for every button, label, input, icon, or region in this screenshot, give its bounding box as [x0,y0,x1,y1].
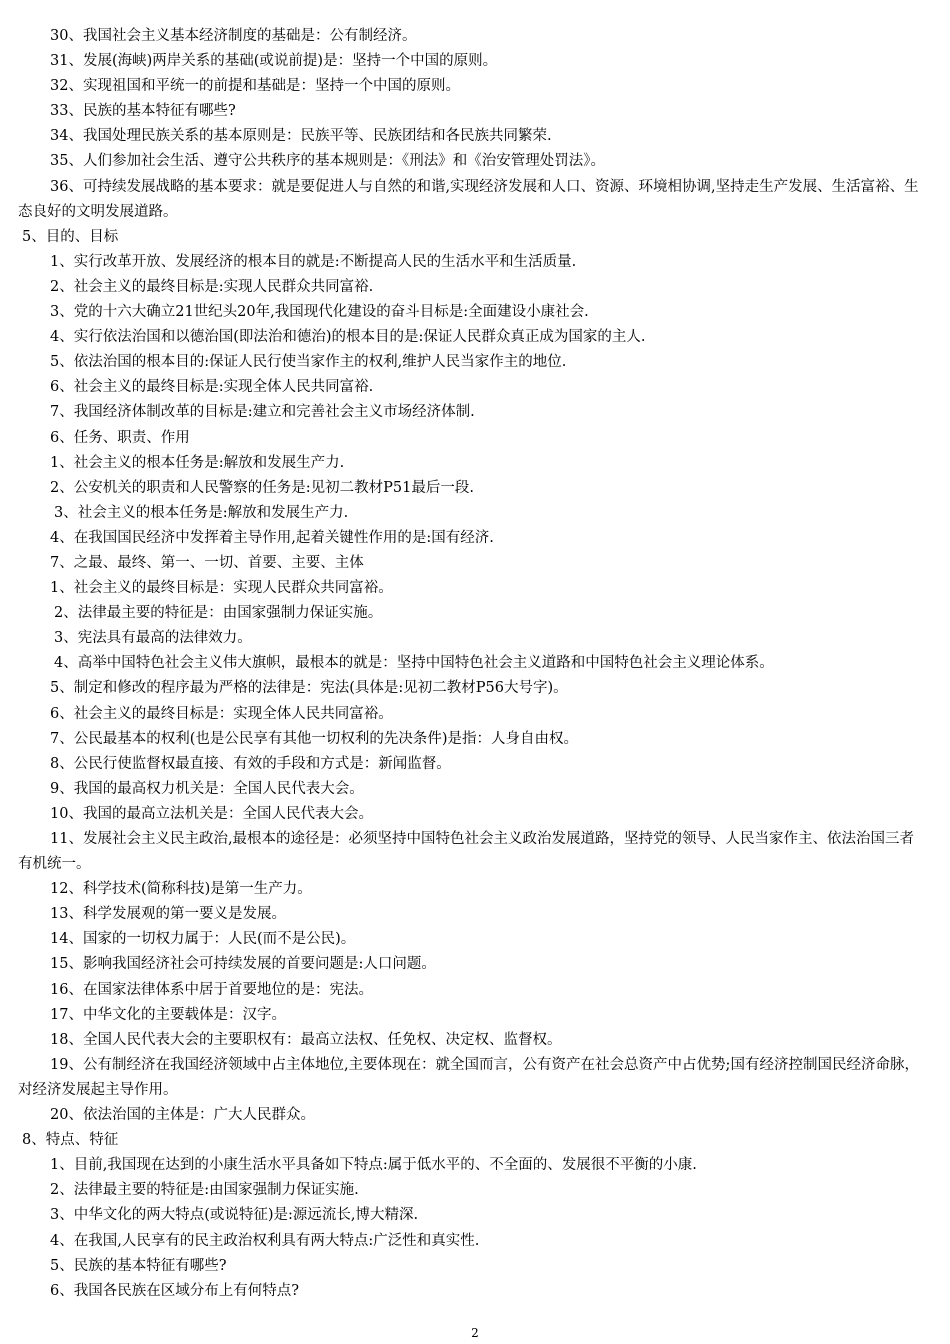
text-line: 1、社会主义的最终目标是：实现人民群众共同富裕。 [50,580,393,597]
text-line: 34、我国处理民族关系的基本原则是：民族平等、民族团结和各民族共同繁荣. [50,128,552,145]
text-line: 3、社会主义的根本任务是:解放和发展生产力. [54,504,349,521]
text-line: 35、人们参加社会生活、遵守公共秩序的基本规则是：《刑法》和《治安管理处罚法》。 [50,153,605,170]
text-line: 4、在我国国民经济中发挥着主导作用,起着关键性作用的是:国有经济. [50,529,494,546]
text-line: 31、发展(海峡)两岸关系的基础(或说前提)是：坚持一个中国的原则。 [50,53,498,70]
text-line: 20、依法治国的主体是：广大人民群众。 [50,1107,315,1124]
text-line: 14、国家的一切权力属于：人民(而不是公民)。 [50,931,356,948]
text-line: 7、公民最基本的权利(也是公民享有其他一切权利的先决条件)是指：人身自由权。 [50,730,579,747]
text-line: 1、社会主义的根本任务是:解放和发展生产力. [50,454,345,471]
text-line: 32、实现祖国和平统一的前提和基础是：坚持一个中国的原则。 [50,78,460,95]
text-line: 18、全国人民代表大会的主要职权有：最高立法权、任免权、决定权、监督权。 [50,1031,562,1048]
text-line: 33、民族的基本特征有哪些? [50,103,236,120]
text-line: 2、法律最主要的特征是:由国家强制力保证实施. [50,1182,359,1199]
text-line: 4、在我国,人民享有的民主政治权利具有两大特点:广泛性和真实性. [50,1232,480,1249]
document-body [18,24,928,1304]
text-line: 7、之最、最终、第一、一切、首要、主要、主体 [50,554,364,571]
text-line: 17、中华文化的主要载体是：汉字。 [50,1006,286,1023]
text-line: 3、党的十六大确立21世纪头20年,我国现代化建设的奋斗目标是:全面建设小康社会. [50,304,589,321]
section-heading: 8、特点、特征 [22,1132,119,1149]
text-line: 12、科学技术(简称科技)是第一生产力。 [50,881,312,898]
text-line: 2、法律最主要的特征是：由国家强制力保证实施。 [54,605,383,622]
text-line: 5、民族的基本特征有哪些? [50,1257,227,1274]
text-line: 5、依法治国的根本目的:保证人民行使当家作主的权利,维护人民当家作主的地位. [50,354,567,371]
text-line: 1、实行改革开放、发展经济的根本目的就是:不断提高人民的生活水平和生活质量. [50,253,577,270]
text-line: 5、制定和修改的程序最为严格的法律是：宪法(具体是:见初二教材P56大号字)。 [50,680,568,697]
text-line: 13、科学发展观的第一要义是发展。 [50,906,286,923]
text-line: 6、社会主义的最终目标是：实现全体人民共同富裕。 [50,705,393,722]
text-line: 3、宪法具有最高的法律效力。 [54,630,252,647]
text-line: 1、目前,我国现在达到的小康生活水平具备如下特点:属于低水平的、不全面的、发展很不平衡的小康. [50,1157,697,1174]
text-line: 6、任务、职责、作用 [50,429,190,446]
text-line: 7、我国经济体制改革的目标是:建立和完善社会主义市场经济体制. [50,404,475,421]
text-line: 10、我国的最高立法机关是：全国人民代表大会。 [50,805,373,822]
text-line: 15、影响我国经济社会可持续发展的首要问题是:人口问题。 [50,956,436,973]
page-number: 2 [471,1326,479,1340]
text-line: 16、在国家法律体系中居于首要地位的是：宪法。 [50,981,373,998]
text-line: 3、中华文化的两大特点(或说特征)是:源远流长,博大精深. [50,1207,419,1224]
text-line: 2、公安机关的职责和人民警察的任务是:见初二教材P51最后一段. [50,479,474,496]
text-line: 8、公民行使监督权最直接、有效的手段和方式是：新闻监督。 [50,755,451,772]
text-line: 4、高举中国特色社会主义伟大旗帜，最根本的就是：坚持中国特色社会主义道路和中国特色社会主义理论体系。 [54,655,774,672]
text-line: 2、社会主义的最终目标是:实现人民群众共同富裕. [50,278,374,295]
text-line: 6、我国各民族在区域分布上有何特点? [50,1282,299,1299]
text-line: 36、可持续发展战略的基本要求：就是要促进人与自然的和谐,实现经济发展和人口、资源、环境相协调,坚持走生产发展、生活富裕、生态良好的文明发展道路。 [18,178,919,220]
text-line: 19、公有制经济在我国经济领域中占主体地位,主要体现在：就全国而言，公有资产在社会总资产中占优势;国有经济控制国民经济命脉，对经济发展起主导作用。 [18,1056,919,1098]
text-line: 6、社会主义的最终目标是:实现全体人民共同富裕. [50,379,374,396]
text-line: 4、实行依法治国和以德治国(即法治和德治)的根本目的是:保证人民群众真正成为国家的主人. [50,329,646,346]
text-line: 30、我国社会主义基本经济制度的基础是：公有制经济。 [50,28,417,44]
text-line: 9、我国的最高权力机关是：全国人民代表大会。 [50,780,364,797]
text-line: 11、发展社会主义民主政治,最根本的途径是：必须坚持中国特色社会主义政治发展道路，坚持党的领导、人民当家作主、依法治国三者有机统一。 [18,831,915,873]
section-heading: 5、目的、目标 [22,228,119,245]
